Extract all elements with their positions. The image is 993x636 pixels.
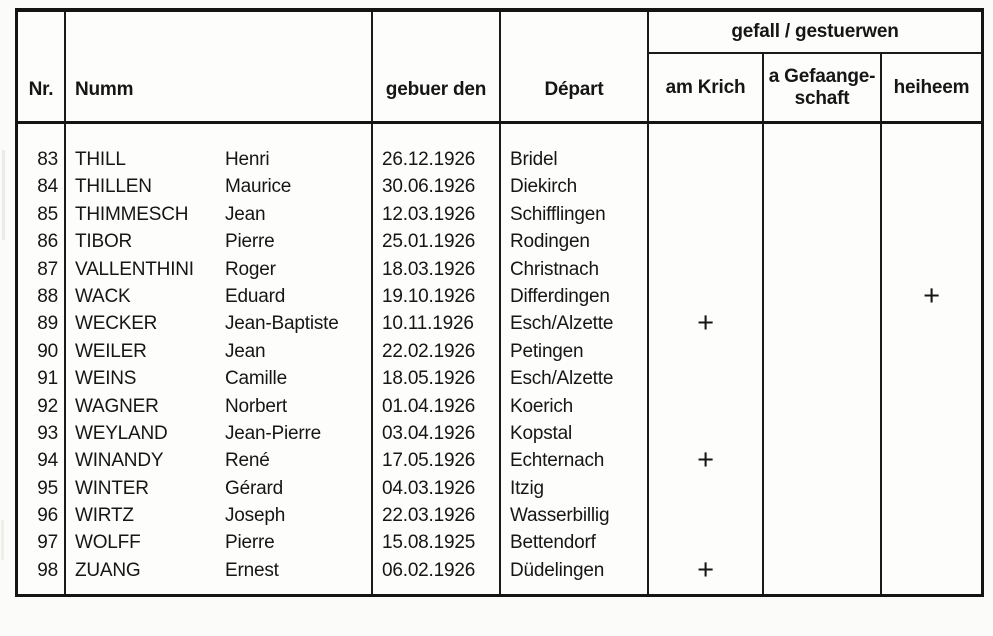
header-depart: [499, 12, 647, 121]
header-gefaangeschaft-line2: schaft: [794, 87, 850, 109]
cell-birthdate: 15.08.1925: [382, 532, 476, 554]
cell-depart: Bettendorf: [510, 532, 596, 554]
cell-name-surname: WEILER: [75, 340, 147, 362]
cell-gefaangeschaft-mark: [764, 365, 880, 392]
cell-heiheem-mark: [882, 228, 981, 255]
cell-gefaangeschaft-mark: [764, 420, 880, 447]
cell-birthdate: 26.12.1926: [382, 149, 476, 170]
cell-am-krich-mark: [649, 502, 762, 529]
cell-nr: 89: [37, 313, 58, 335]
cell-name-given: Eduard: [225, 285, 286, 307]
cell-name: [75, 283, 371, 310]
cell-nr: 84: [37, 176, 58, 198]
cell-am-krich-mark: [649, 393, 762, 420]
cell-heiheem-mark: [882, 365, 981, 392]
cell-am-krich-mark: [649, 365, 762, 392]
casualty-list-table: [15, 8, 984, 597]
cell-birthdate: 19.10.1926: [382, 285, 476, 307]
column-am-krich: [647, 121, 762, 594]
cell-name-given: Joseph: [225, 505, 286, 527]
column-gefaangeschaft: [762, 121, 880, 594]
cell-heiheem-mark: [882, 173, 981, 200]
cell-name-surname: ZUANG: [75, 559, 141, 581]
cell-heiheem-mark: [882, 146, 981, 173]
column-depart: [499, 121, 647, 594]
cell-birthdate: 12.03.1926: [382, 203, 476, 225]
cell-gefaangeschaft-mark: [764, 146, 880, 173]
cell-birthdate: 22.03.1926: [382, 505, 476, 527]
cell-heiheem-mark: [882, 557, 981, 584]
cell-name-surname: WEYLAND: [75, 422, 168, 444]
cell-nr: 94: [37, 450, 58, 472]
cell-name-surname: TIBOR: [75, 231, 133, 253]
header-nr: [18, 12, 64, 121]
cell-am-krich-mark: [649, 256, 762, 283]
cell-name: [75, 420, 371, 447]
cell-am-krich-mark: [649, 228, 762, 255]
column-numm: [64, 121, 371, 594]
cell-am-krich-mark: +: [697, 444, 714, 477]
cell-depart: Düdelingen: [510, 559, 605, 581]
cell-am-krich-mark: +: [697, 553, 714, 586]
cell-name: [75, 529, 371, 556]
cell-nr: 90: [37, 340, 58, 362]
cell-name-surname: WIRTZ: [75, 505, 134, 527]
cell-name-given: Jean: [225, 203, 266, 225]
cell-birthdate: 10.11.1926: [382, 313, 474, 335]
cell-gefaangeschaft-mark: [764, 201, 880, 228]
cell-depart: Bridel: [510, 149, 558, 170]
cell-depart: Diekirch: [510, 176, 578, 198]
cell-depart: Echternach: [510, 450, 605, 472]
cell-name-surname: VALLENTHINI: [75, 258, 194, 280]
cell-name-surname: WINTER: [75, 477, 149, 499]
cell-name: [75, 365, 371, 392]
cell-am-krich-mark: +: [697, 307, 714, 340]
cell-birthdate: 30.06.1926: [382, 176, 476, 198]
header-gefaangeschaft-line1: a Gefaange-: [768, 65, 876, 87]
cell-depart: Differdingen: [510, 285, 610, 307]
cell-nr: 88: [37, 285, 58, 307]
cell-nr: 96: [37, 505, 58, 527]
cell-heiheem-mark: [882, 310, 981, 337]
cell-heiheem-mark: [882, 502, 981, 529]
cell-name-given: Maurice: [225, 176, 292, 198]
column-nr: [18, 121, 64, 594]
cell-name: [75, 557, 371, 584]
cell-name-given: Jean-Baptiste: [225, 313, 339, 335]
header-am-krich: [647, 52, 762, 121]
cell-am-krich-mark: [649, 146, 762, 173]
cell-gefaangeschaft-mark: [764, 310, 880, 337]
cell-birthdate: 22.02.1926: [382, 340, 476, 362]
cell-heiheem-mark: [882, 529, 981, 556]
header-gebuer-den-label: gebuer den: [385, 79, 487, 100]
cell-heiheem-mark: [882, 475, 981, 502]
cell-birthdate: 25.01.1926: [382, 231, 476, 253]
cell-birthdate: 04.03.1926: [382, 477, 476, 499]
header-heiheem-label: heiheem: [893, 76, 970, 98]
column-gebuer-den: [371, 121, 499, 594]
cell-name: [75, 393, 371, 420]
cell-name: [75, 475, 371, 502]
cell-nr: 98: [37, 559, 58, 581]
scan-edge-artifact: [2, 150, 5, 240]
cell-name-surname: THILLEN: [75, 176, 152, 198]
cell-heiheem-mark: [882, 201, 981, 228]
cell-gefaangeschaft-mark: [764, 173, 880, 200]
header-group-label: gefall / gestuerwen: [731, 21, 899, 42]
header-numm: [64, 12, 371, 121]
cell-am-krich-mark: [649, 529, 762, 556]
cell-depart: Schifflingen: [510, 203, 606, 225]
header-numm-label: Numm: [75, 79, 134, 100]
cell-depart: Esch/Alzette: [510, 313, 614, 335]
cell-name-surname: WOLFF: [75, 532, 141, 554]
cell-birthdate: 17.05.1926: [382, 450, 476, 472]
cell-name: [75, 201, 371, 228]
cell-heiheem-mark: [882, 447, 981, 474]
column-heiheem: [880, 121, 981, 594]
cell-name: [75, 228, 371, 255]
cell-gefaangeschaft-mark: [764, 283, 880, 310]
cell-name-given: Camille: [225, 368, 287, 390]
cell-gefaangeschaft-mark: [764, 557, 880, 584]
cell-gefaangeschaft-mark: [764, 447, 880, 474]
cell-name: [75, 173, 371, 200]
cell-gefaangeschaft-mark: [764, 475, 880, 502]
header-nr-label: Nr.: [28, 79, 54, 100]
cell-name-given: Jean: [225, 340, 266, 362]
cell-nr: 97: [37, 532, 58, 554]
cell-nr: 95: [37, 477, 58, 499]
header-am-krich-label: am Krich: [665, 76, 746, 98]
cell-name: [75, 502, 371, 529]
cell-nr: 83: [37, 149, 58, 170]
cell-birthdate: 06.02.1926: [382, 559, 476, 581]
cell-birthdate: 18.03.1926: [382, 258, 476, 280]
cell-name-given: Roger: [225, 258, 276, 280]
cell-nr: 85: [37, 203, 58, 225]
cell-depart: Wasserbillig: [510, 505, 610, 527]
cell-nr: 86: [37, 231, 58, 253]
cell-nr: 87: [37, 258, 58, 280]
cell-name-surname: THILL: [75, 149, 126, 170]
header-gebuer-den: [371, 12, 499, 121]
cell-name: [75, 447, 371, 474]
header-gefaangeschaft: [762, 52, 880, 121]
cell-depart: Koerich: [510, 395, 574, 417]
cell-gefaangeschaft-mark: [764, 338, 880, 365]
cell-am-krich-mark: [649, 201, 762, 228]
cell-name-given: Ernest: [225, 559, 279, 581]
cell-depart: Christnach: [510, 258, 599, 280]
cell-nr: 93: [37, 422, 58, 444]
cell-birthdate: 03.04.1926: [382, 422, 476, 444]
cell-name-surname: WINANDY: [75, 450, 164, 472]
cell-gefaangeschaft-mark: [764, 529, 880, 556]
cell-heiheem-mark: [882, 338, 981, 365]
cell-depart: Esch/Alzette: [510, 368, 614, 390]
cell-name-given: Pierre: [225, 231, 275, 253]
cell-name-given: Jean-Pierre: [225, 422, 322, 444]
cell-birthdate: 01.04.1926: [382, 395, 476, 417]
cell-nr: 92: [37, 395, 58, 417]
cell-name-surname: WACK: [75, 285, 131, 307]
cell-birthdate: 18.05.1926: [382, 368, 476, 390]
cell-name: [75, 338, 371, 365]
header-depart-label: Départ: [544, 79, 604, 100]
cell-am-krich-mark: [649, 338, 762, 365]
cell-gefaangeschaft-mark: [764, 393, 880, 420]
cell-name-surname: THIMMESCH: [75, 203, 189, 225]
cell-name-surname: WAGNER: [75, 395, 159, 417]
header-heiheem: [880, 52, 981, 121]
cell-gefaangeschaft-mark: [764, 228, 880, 255]
cell-name-given: René: [225, 450, 270, 472]
cell-name-given: Norbert: [225, 395, 287, 417]
header-group-gefall-gestuerwen: [647, 12, 981, 52]
cell-am-krich-mark: [649, 475, 762, 502]
cell-heiheem-mark: +: [923, 279, 940, 312]
cell-name-surname: WEINS: [75, 368, 137, 390]
cell-nr: 91: [37, 368, 58, 390]
cell-name-surname: WECKER: [75, 313, 158, 335]
cell-depart: Kopstal: [510, 422, 572, 444]
cell-depart: Petingen: [510, 340, 584, 362]
cell-am-krich-mark: [649, 283, 762, 310]
cell-name: [75, 310, 371, 337]
cell-heiheem-mark: [882, 256, 981, 283]
cell-heiheem-mark: [882, 393, 981, 420]
cell-name-given: Henri: [225, 149, 270, 170]
cell-depart: Rodingen: [510, 231, 590, 253]
cell-heiheem-mark: [882, 420, 981, 447]
cell-depart: Itzig: [510, 477, 544, 499]
cell-am-krich-mark: [649, 173, 762, 200]
cell-name: [75, 256, 371, 283]
cell-gefaangeschaft-mark: [764, 502, 880, 529]
cell-am-krich-mark: [649, 420, 762, 447]
cell-name-given: Gérard: [225, 477, 283, 499]
scan-edge-artifact: [1, 520, 4, 560]
cell-gefaangeschaft-mark: [764, 256, 880, 283]
cell-name-given: Pierre: [225, 532, 275, 554]
cell-name: [75, 146, 371, 173]
